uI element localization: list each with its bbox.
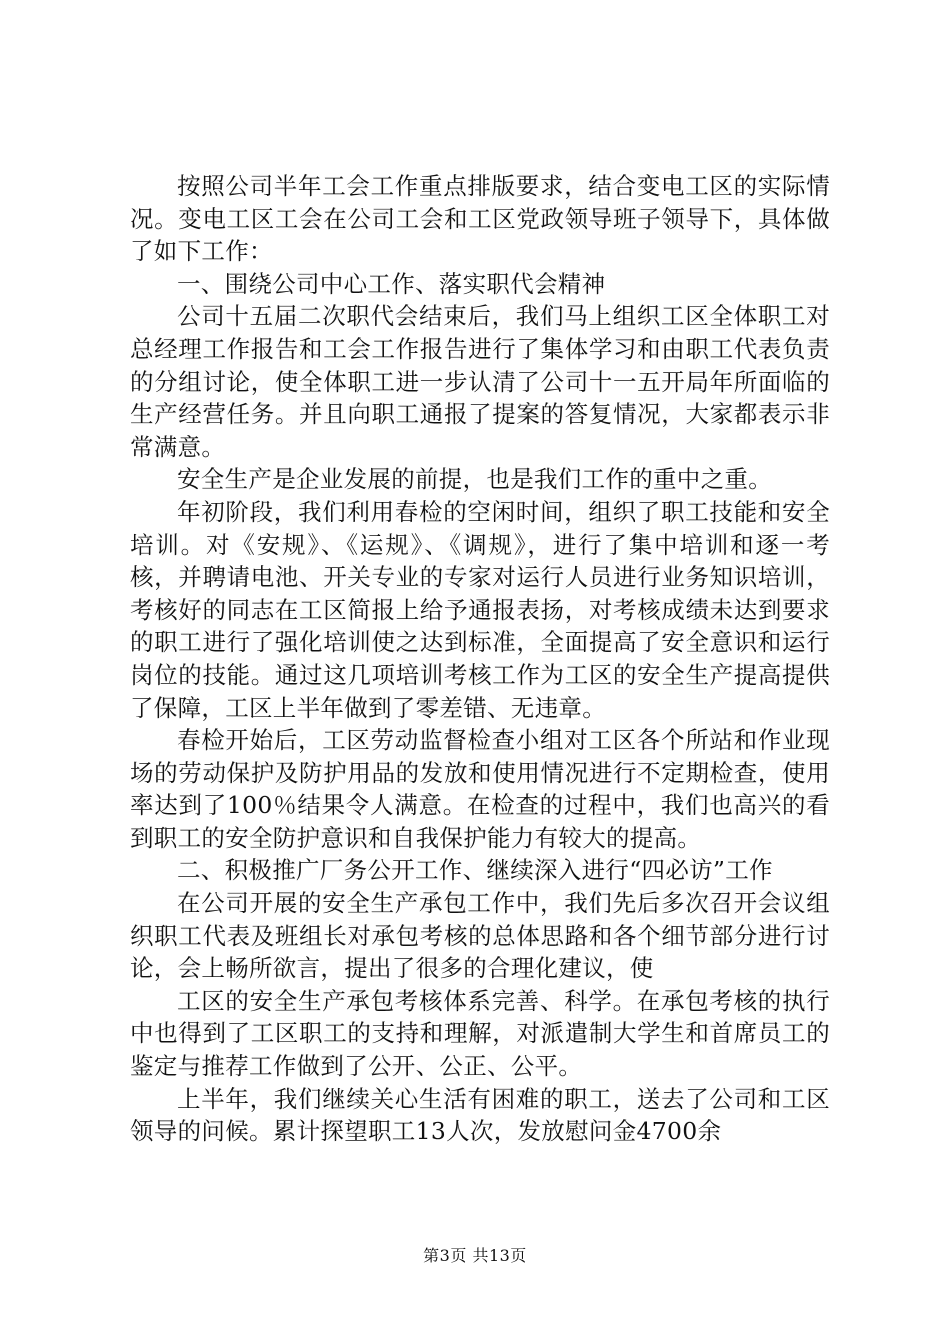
document-body bbox=[130, 170, 830, 1148]
paragraph-care: 上半年，我们继续关心生活有困难的职工，送去了公司和工区领导的问候。累计探望职工13人次，发放慰问金4700余 bbox=[130, 1084, 830, 1146]
section-heading-1: 一、围绕公司中心工作、落实职代会精神 bbox=[177, 269, 606, 298]
paragraph-safety: 安全生产是企业发展的前提，也是我们工作的重中之重。 bbox=[177, 465, 772, 494]
paragraph-congress: 公司十五届二次职代会结束后，我们马上组织工区全体职工对总经理工作报告和工会工作报告进行了集体学习和由职工代表负责的分组讨论，使全体职工进一步认清了公司十一五开局年所面临的生产经营任务。并且向职工通报了提案的答复情况，大家都表示非常满意。 bbox=[130, 302, 830, 461]
section-heading-2: 二、积极推广厂务公开工作、继续深入进行“四必访”工作 bbox=[177, 856, 773, 885]
paragraph-contract-cont: 工区的安全生产承包考核体系完善、科学。在承包考核的执行中也得到了工区职工的支持和理解，对派遣制大学生和首席员工的鉴定与推荐工作做到了公开、公正、公平。 bbox=[130, 986, 830, 1081]
intro-paragraph: 按照公司半年工会工作重点排版要求，结合变电工区的实际情况。变电工区工会在公司工会和工区党政领导班子领导下，具体做了如下工作： bbox=[130, 172, 830, 266]
paragraph-inspection: 春检开始后，工区劳动监督检查小组对工区各个所站和作业现场的劳动保护及防护用品的发放和使用情况进行不定期检查，使用率达到了100％结果令人满意。在检查的过程中，我们也高兴的看到职工的安全防护意识和自我保护能力有较大的提高。 bbox=[130, 726, 830, 852]
paragraph-contract: 在公司开展的安全生产承包工作中，我们先后多次召开会议组织职工代表及班组长对承包考核的总体思路和各个细节部分进行讨论，会上畅所欲言，提出了很多的合理化建议，使 bbox=[130, 889, 830, 983]
page-footer: 第3页 共13页 bbox=[423, 1246, 527, 1265]
paragraph-training: 年初阶段，我们利用春检的空闲时间，组织了职工技能和安全培训。对《安规》、《运规》、《调规》，进行了集中培训和逐一考核，并聘请电池、开关专业的专家对运行人员进行业务知识培训，考核好的同志在工区简报上给予通报表扬，对考核成绩未达到要求的职工进行了强化培训使之达到标准，全面提高了安全意识和运行岗位的技能。通过这几项培训考核工作为工区的安全生产提高提供了保障，工区上半年做到了零差错、无违章。 bbox=[130, 497, 830, 722]
